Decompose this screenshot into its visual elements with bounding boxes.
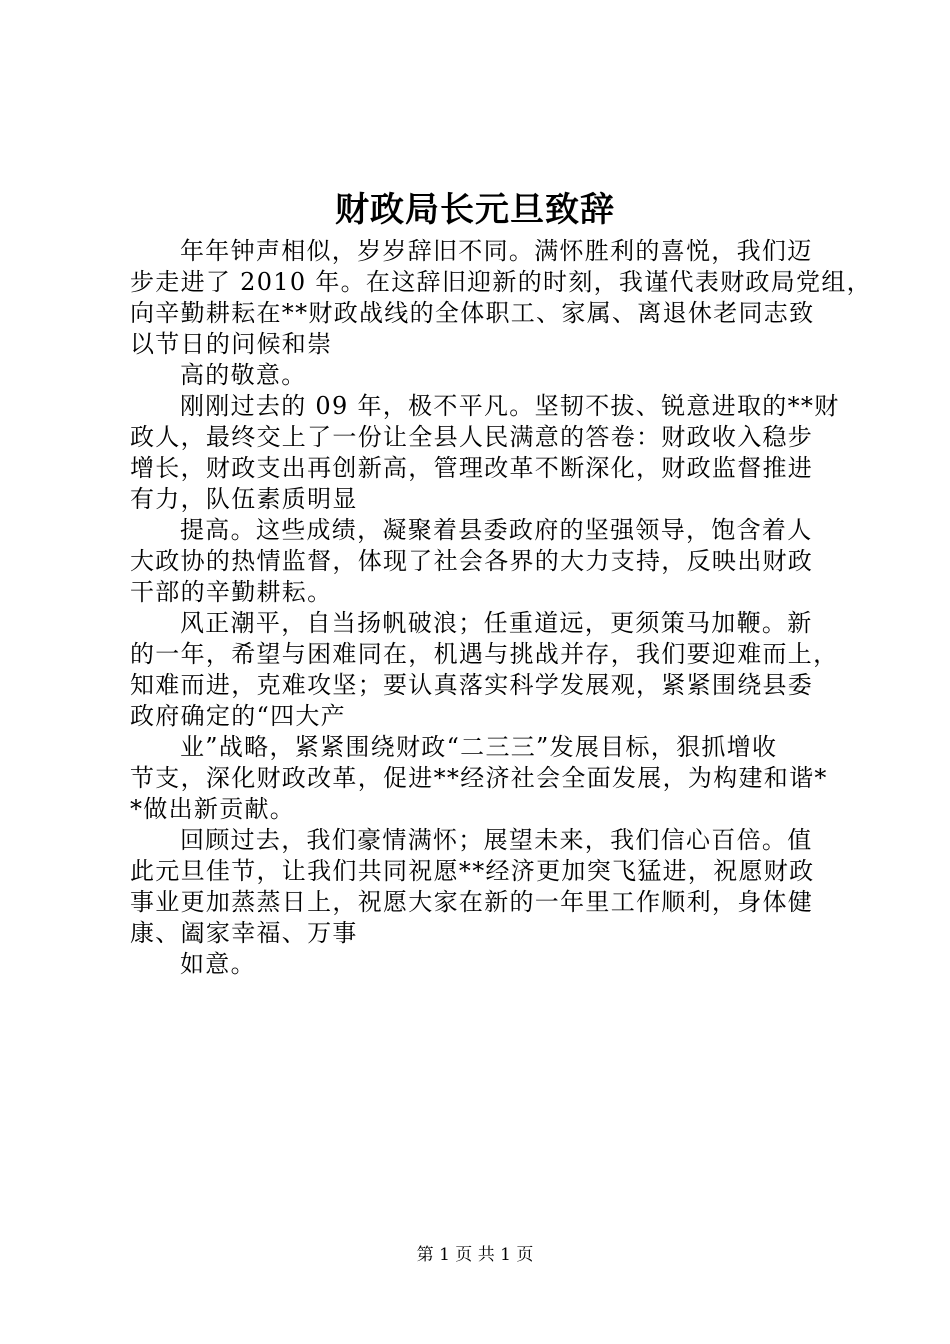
paragraph-line: 事业更加蒸蒸日上，祝愿大家在新的一年里工作顺利，身体健 <box>130 888 814 916</box>
paragraph-line: 干部的辛勤耕耘。 <box>130 578 333 606</box>
paragraph <box>130 391 840 515</box>
paragraph-line: 如意。 <box>180 950 256 978</box>
paragraph <box>130 825 830 949</box>
paragraph-line: *做出新贡献。 <box>130 795 296 823</box>
paragraph-line: 刚刚过去的 09 年，极不平凡。坚韧不拔、锐意进取的**财 <box>180 392 840 420</box>
paragraph-line: 年年钟声相似，岁岁辞旧不同。满怀胜利的喜悦，我们迈 <box>180 237 813 265</box>
page-footer: 第 1 页 共 1 页 <box>416 1245 534 1265</box>
paragraph-line: 以节日的问候和崇 <box>130 330 333 358</box>
paragraph-line: 提高。这些成绩，凝聚着县委政府的坚强领导，饱含着人 <box>180 516 813 544</box>
paragraph-line: 大政协的热情监督，体现了社会各界的大力支持，反映出财政 <box>130 547 814 575</box>
paragraph-line: 的一年，希望与困难同在，机遇与挑战并存，我们要迎难而上， <box>130 640 839 668</box>
paragraph-line: 康、阖家幸福、万事 <box>130 919 358 947</box>
paragraph <box>130 515 830 608</box>
paragraph-line: 回顾过去，我们豪情满怀；展望未来，我们信心百倍。值 <box>180 826 813 854</box>
paragraph <box>130 732 830 825</box>
paragraph <box>130 608 839 732</box>
paragraph-line: 政人，最终交上了一份让全县人民满意的答卷：财政收入稳步 <box>130 423 814 451</box>
paragraph-line: 高的敬意。 <box>180 361 307 389</box>
paragraph <box>130 360 830 391</box>
paragraph-line: 知难而进，克难攻坚；要认真落实科学发展观，紧紧围绕县委 <box>130 671 814 699</box>
paragraph <box>130 949 830 980</box>
paragraph <box>130 236 872 360</box>
document-title: 财政局长元旦致辞 <box>335 190 615 230</box>
paragraph-line: 向辛勤耕耘在**财政战线的全体职工、家属、离退休老同志致 <box>130 299 815 327</box>
paragraph-line: 节支，深化财政改革，促进**经济社会全面发展，为构建和谐* <box>130 764 828 792</box>
paragraph-line: 有力，队伍素质明显 <box>130 485 358 513</box>
document-body <box>130 236 872 980</box>
paragraph-line: 风正潮平，自当扬帆破浪；任重道远，更须策马加鞭。新 <box>180 609 813 637</box>
paragraph-line: 增长，财政支出再创新高，管理改革不断深化，财政监督推进 <box>130 454 814 482</box>
paragraph-line: 此元旦佳节，让我们共同祝愿**经济更加突飞猛进，祝愿财政 <box>130 857 815 885</box>
paragraph-line: 业”战略，紧紧围绕财政“二三三”发展目标，狠抓增收 <box>180 733 778 761</box>
paragraph-line: 步走进了 2010 年。在这辞旧迎新的时刻，我谨代表财政局党组， <box>130 268 872 296</box>
paragraph-line: 政府确定的“四大产 <box>130 702 346 730</box>
